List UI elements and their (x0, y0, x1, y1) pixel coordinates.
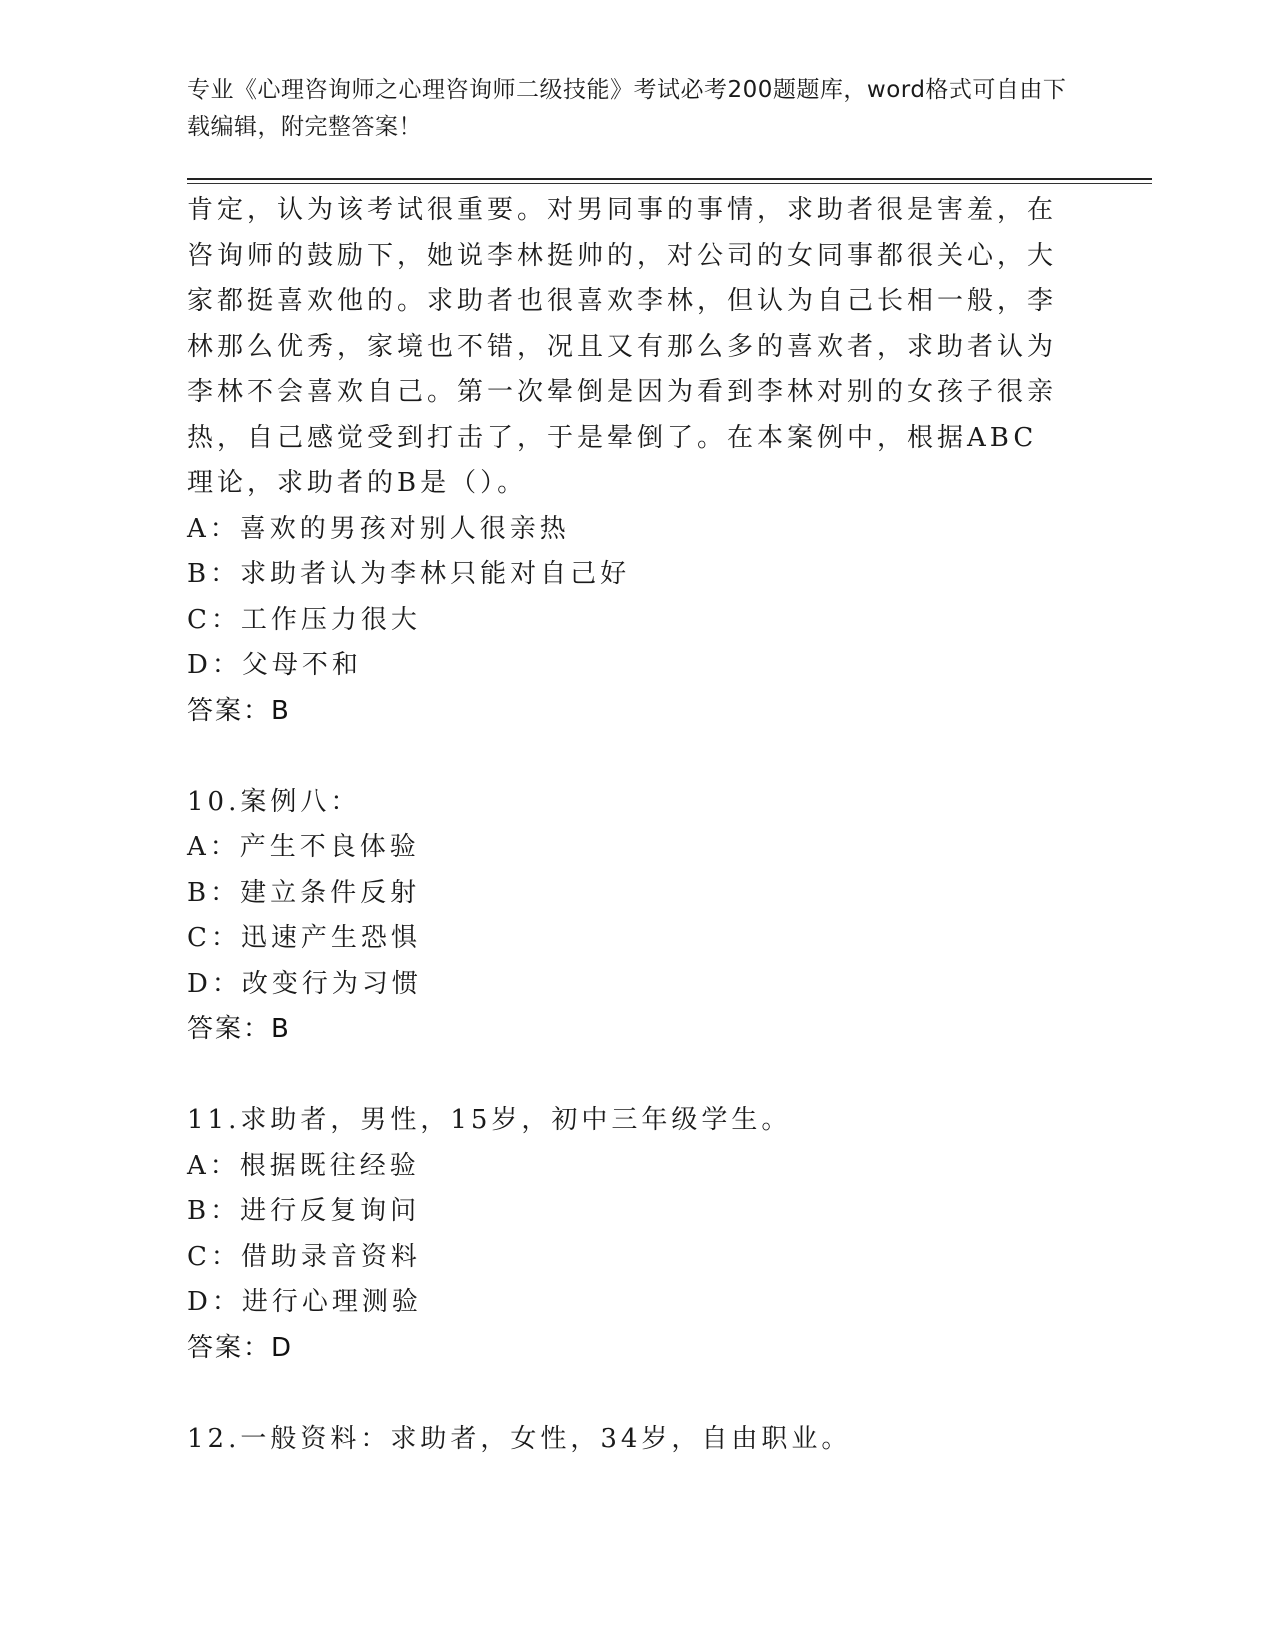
question-9-option-c: C：工作压力很大 (187, 604, 421, 635)
document-body (187, 188, 1067, 1462)
question-10-option-c: C：迅速产生恐惧 (187, 923, 421, 953)
question-11-option-a: A：根据既往经验 (187, 1150, 420, 1181)
question-10-option-b: B：建立条件反射 (187, 877, 421, 908)
question-11-answer: 答案：D (187, 1332, 294, 1363)
question-9-option-a: A：喜欢的男孩对别人很亲热 (187, 513, 570, 544)
header-rule-thick (187, 178, 1152, 180)
question-10-stem: 10.案例八： (187, 786, 361, 817)
question-10-option-d: D：改变行为习惯 (187, 968, 422, 999)
question-10-option-a: A：产生不良体验 (187, 832, 420, 862)
question-11-stem: 11.求助者，男性，15岁，初中三年级学生。 (187, 1105, 792, 1135)
header-rule-thin (187, 183, 1152, 184)
document-header: 专业《心理咨询师之心理咨询师二级技能》考试必考200题题库，word格式可自由下载编辑，附完整答案！ (187, 77, 1067, 140)
question-9-option-b: B：求助者认为李林只能对自己好 (187, 559, 631, 589)
question-11-option-d: D：进行心理测验 (187, 1287, 422, 1317)
question-9-stem: 肯定，认为该考试很重要。对男同事的事情，求助者很是害羞，在咨询师的鼓励下，她说李林挺帅的，对公司的女同事都很关心，大家都挺喜欢他的。求助者也很喜欢李林，但认为自己长相一般，李林那么优秀，家境也不错，况且又有那么多的喜欢者，求助者认为李林不会喜欢自己。第一次晕倒是因为看到李林对别的女孩子很亲热，自己感觉受到打击了，于是晕倒了。在本案例中，根据ABC理论，求助者的B是（）。 (187, 195, 1058, 498)
question-11-option-b: B：进行反复询问 (187, 1196, 421, 1226)
spacer (187, 1371, 1067, 1417)
question-12-stem: 12.一般资料：求助者，女性，34岁，自由职业。 (187, 1423, 852, 1454)
question-11-option-c: C：借助录音资料 (187, 1241, 421, 1272)
question-9-option-d: D：父母不和 (187, 650, 362, 680)
question-9-answer: 答案：B (187, 695, 291, 726)
spacer (187, 734, 1067, 780)
spacer (187, 1053, 1067, 1099)
question-10-answer: 答案：B (187, 1014, 291, 1044)
